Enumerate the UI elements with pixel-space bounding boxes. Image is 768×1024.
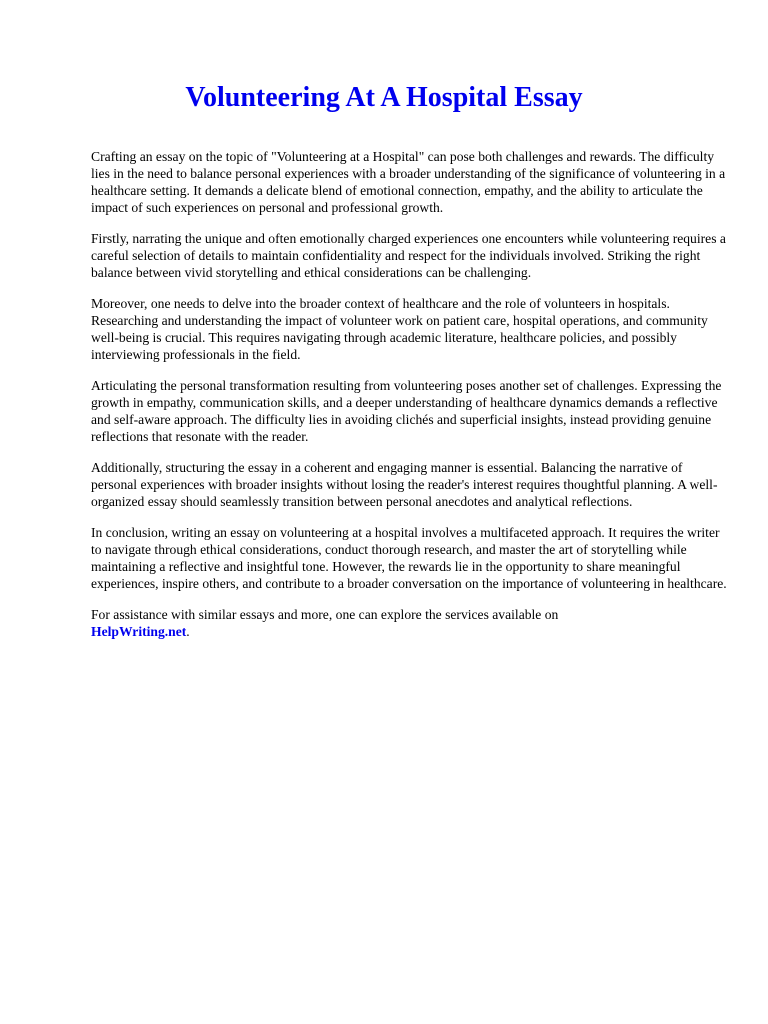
paragraph-conclusion: In conclusion, writing an essay on volunteering at a hospital involves a multifaceted approach. It requires the writer to navigate through ethical considerations, conduct thorough research, and master the art of storytelling while maintaining a reflective and insightful tone. However, the rewards lie in the opportunity to share meaningful experiences, inspire others, and contribute to a broader conversation on the importance of volunteering in healthcare. bbox=[91, 525, 727, 591]
paragraph-moreover: Moreover, one needs to delve into the broader context of healthcare and the role of volunteers in hospitals. Researching and understanding the impact of volunteer work on patient care, hospital operations, and community well-being is crucial. This requires navigating through academic literature, healthcare policies, and possibly interviewing professionals in the field. bbox=[91, 296, 708, 362]
essay-body bbox=[91, 148, 731, 654]
paragraph-closing bbox=[91, 606, 731, 640]
helpwriting-link[interactable]: HelpWriting.net bbox=[91, 624, 187, 639]
page-title: Volunteering At A Hospital Essay bbox=[185, 82, 583, 113]
closing-text: For assistance with similar essays and more, one can explore the services available on bbox=[91, 607, 559, 622]
paragraph-firstly: Firstly, narrating the unique and often emotionally charged experiences one encounters while volunteering requires a careful selection of details to maintain confidentiality and respect for the individuals involved. Striking the right balance between vivid storytelling and ethical considerations can be challenging. bbox=[91, 231, 726, 280]
paragraph-articulating: Articulating the personal transformation resulting from volunteering poses another set of challenges. Expressing the growth in empathy, communication skills, and a deeper understanding of healthcare dynamics demands a reflective and self-aware approach. The difficulty lies in avoiding clichés and superficial insights, instead providing genuine reflections that resonate with the reader. bbox=[91, 378, 722, 444]
closing-suffix: . bbox=[186, 624, 190, 639]
paragraph-additionally: Additionally, structuring the essay in a coherent and engaging manner is essential. Balancing the narrative of personal experiences with broader insights without losing the reader's interest requires thoughtful planning. A well-organized essay should seamlessly transition between personal anecdotes and analytical reflections. bbox=[91, 460, 718, 509]
paragraph-intro: Crafting an essay on the topic of "Volunteering at a Hospital" can pose both challenges and rewards. The difficulty lies in the need to balance personal experiences with a broader understanding of the significance of volunteering in a healthcare setting. It demands a delicate blend of emotional connection, empathy, and the ability to articulate the impact of such experiences on personal and professional growth. bbox=[91, 149, 726, 215]
